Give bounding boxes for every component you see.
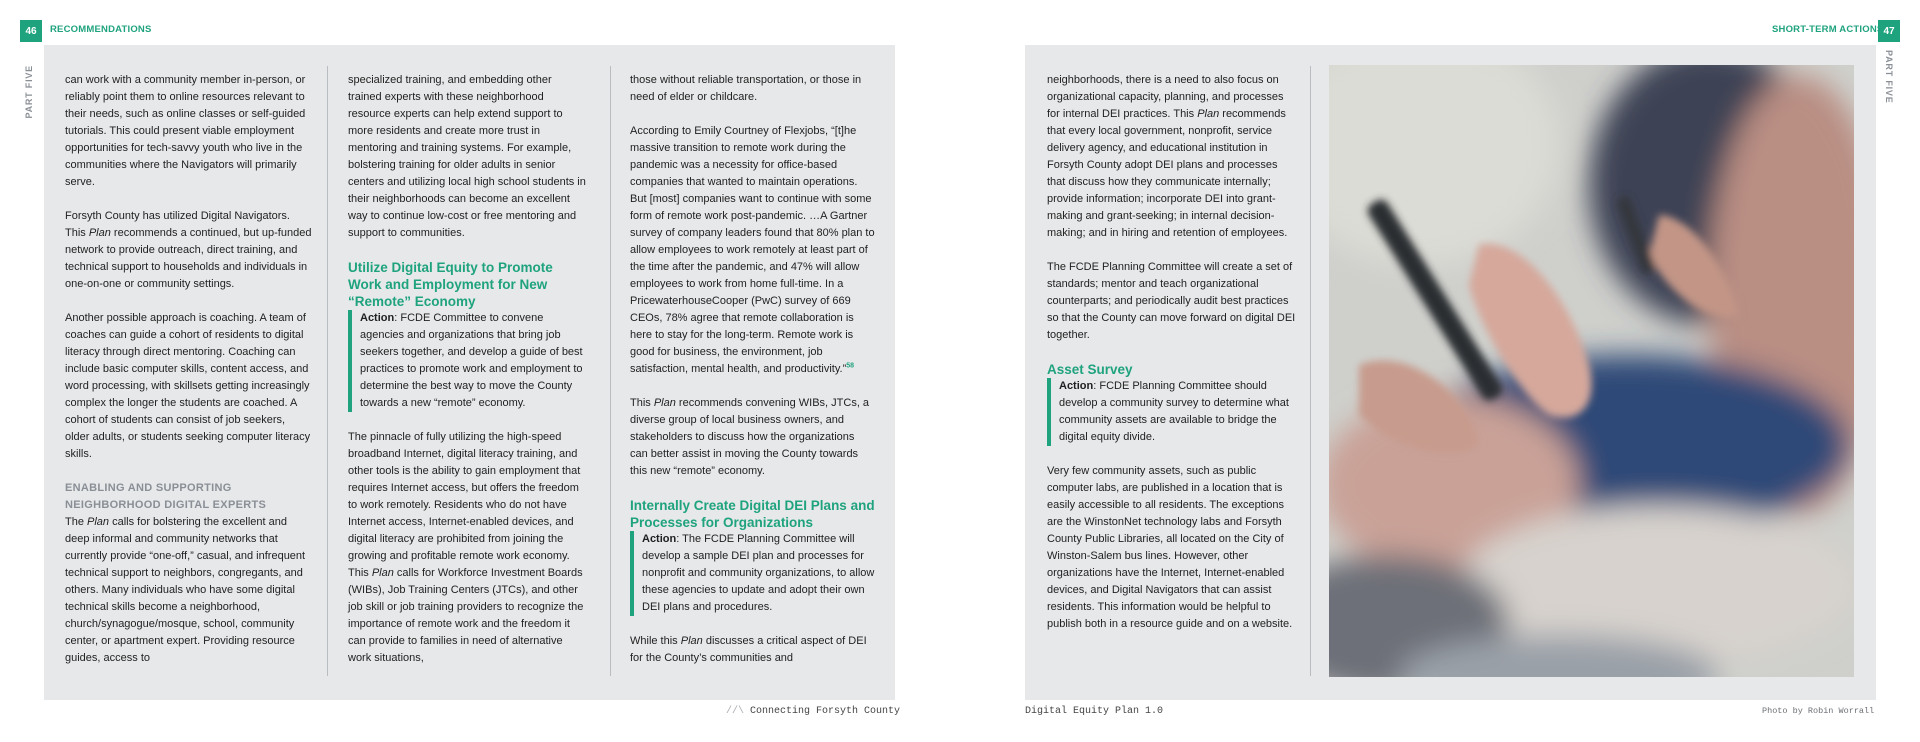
paragraph: Very few community assets, such as public computer labs, are published in a location that is easily accessible to all residents. The exceptions are the WinstonNet technology labs and Forsyth County Public Libraries, all located on the City of Winston-Salem bus lines. However, other organizations have the Internet, Internet-enabled devices, and Digital Navigators that can assist residents. This information would be helpful to publish both in a resource guide and on a website.: [1047, 465, 1293, 630]
action-callout: Action: FCDE Planning Committee should develop a community survey to determine what community assets are available to bridge the digital equity divide.: [1047, 378, 1297, 446]
paragraph: those without reliable transportation, or those in need of elder or childcare.: [630, 74, 862, 103]
subheading: ENABLING AND SUPPORTING NEIGHBORHOOD DIGITAL EXPERTS: [65, 482, 267, 511]
paragraph: The Plan calls for bolstering the excellent and deep informal and community networks that currently provide “one-off,” casual, and infrequent technical support to neighbors, congregants, and others. Many individuals who have some digital technical skills become a neighborhood, church/synagogue/mosque, school, community center, or apartment expert. Providing resource guides, access to: [65, 516, 306, 664]
footnote-ref: 58: [846, 362, 855, 370]
page-number: 47: [1878, 20, 1900, 42]
section-header: SHORT-TERM ACTIONS: [1772, 24, 1884, 35]
section-heading: Internally Create Digital DEI Plans and Processes for Organizations: [630, 498, 875, 530]
action-callout: Action: FCDE Committee to convene agencies and organizations that bring job seekers together, and develop a guide of best practices to promote work and employment to determine the best way to move the County towards a new “remote” economy.: [348, 310, 588, 412]
page-number: 46: [20, 20, 42, 42]
paragraph: neighborhoods, there is a need to also focus on organizational capacity, planning, and processes for internal DEI practices. This Plan recommends that every local government, nonprofit, service delivery agency, and educational institution in Forsyth County adopt DEI plans and processes that discuss how they communicate internally; provide information; incorporate DEI into grant-making and grant-seeking; in internal decision-making; and in hiring and retention of employees.: [1047, 74, 1288, 239]
column-divider: [610, 66, 611, 676]
left-column-1: [65, 72, 312, 667]
paragraph: can work with a community member in-person, or reliably point them to online resources relevant to their needs, such as online classes or self-guided tutorials. This could present viable employment opportunities for tech-savvy youth who live in the communities where the Navigators will primarily serve.: [65, 74, 306, 188]
left-column-3: [630, 72, 875, 667]
left-footer: //\ Connecting Forsyth County: [726, 706, 901, 717]
column-divider: [1310, 66, 1311, 676]
paragraph: According to Emily Courtney of Flexjobs, “[t]he massive transition to remote work during the pandemic was a necessity for office-based companies that wanted to maintain operations. But [most] companies want to continue with some form of remote work post-pandemic. …A Gartner survey of company leaders found that 80% plan to allow employees to work remotely at least part of the time after the pandemic, and 47% will allow employees to work from home full-time. In a PricewaterhouseCooper (PwC) survey of 669 CEOs, 78% agree that remote collaboration is here to stay for the long-term. Remote work is good for business, the environment, job satisfaction, mental health, and productivity.”$^{58}$: [630, 125, 875, 375]
column-divider: [327, 66, 328, 676]
paragraph: The pinnacle of fully utilizing the high-speed broadband Internet, digital literacy training, and other tools is the ability to gain employment that requires Internet access, but offers the freedom to work remotely. Residents who do not have Internet access, Internet-enabled devices, and digital literacy are prohibited from joining the growing and profitable remote work economy. This Plan calls for Workforce Investment Boards (WIBs), Job Training Centers (JTCs), and other job skill or job training providers to recognize the importance of remote work and the freedom it can provide to families in need of alternative work situations,: [348, 431, 584, 664]
section-heading: Asset Survey: [1047, 362, 1133, 377]
right-footer: Digital Equity Plan 1.0: [1025, 706, 1164, 717]
section-header: RECOMMENDATIONS: [50, 24, 152, 35]
left-column-2: [348, 72, 588, 667]
paragraph: While this Plan discusses a critical aspect of DEI for the County’s communities and: [630, 635, 867, 664]
right-column-1: [1047, 72, 1297, 633]
paragraph: This Plan recommends convening WIBs, JTCs, a diverse group of local business owners, and stakeholders to discuss how the organizations can better assist in moving the County towards this new “remote” economy.: [630, 397, 870, 477]
action-callout: Action: The FCDE Planning Committee will develop a sample DEI plan and processes for nonprofit and community organizations, to allow these agencies to update and adopt their own DEI plans and procedures.: [630, 531, 875, 616]
section-heading: Utilize Digital Equity to Promote Work and Employment for New “Remote” Economy: [348, 260, 553, 309]
photo-illustration: [1329, 65, 1854, 677]
part-label: PART FIVE: [1884, 50, 1894, 104]
paragraph: Another possible approach is coaching. A team of coaches can guide a cohort of residents to digital literacy through direct mentoring. Coaching can include basic computer skills, content access, and word processing, with skillsets getting increasingly complex the longer the students are coached. A cohort of students can consist of job seekers, older adults, or students seeking computer literacy skills.: [65, 312, 311, 460]
part-label: PART FIVE: [24, 65, 34, 119]
phone-users-photo: [1329, 65, 1854, 677]
paragraph: Forsyth County has utilized Digital Navigators. This Plan recommends a continued, but up-funded network to provide outreach, direct training, and technical support to households and individuals in one-on-one or community settings.: [65, 210, 312, 290]
paragraph: The FCDE Planning Committee will create a set of standards; mentor and teach organizational counterparts; and periodically audit best practices so that the County can move forward on digital DEI together.: [1047, 261, 1296, 341]
paragraph: specialized training, and embedding other trained experts with these neighborhood resource experts can help extend support to more residents and create more trust in mentoring and training systems. For example, bolstering training for older adults in senior centers and utilizing local high school students in their neighborhoods can become an excellent way to continue low-cost or free mentoring and support to communities.: [348, 74, 586, 239]
photo-credit: Photo by Robin Worrall: [1762, 706, 1875, 716]
